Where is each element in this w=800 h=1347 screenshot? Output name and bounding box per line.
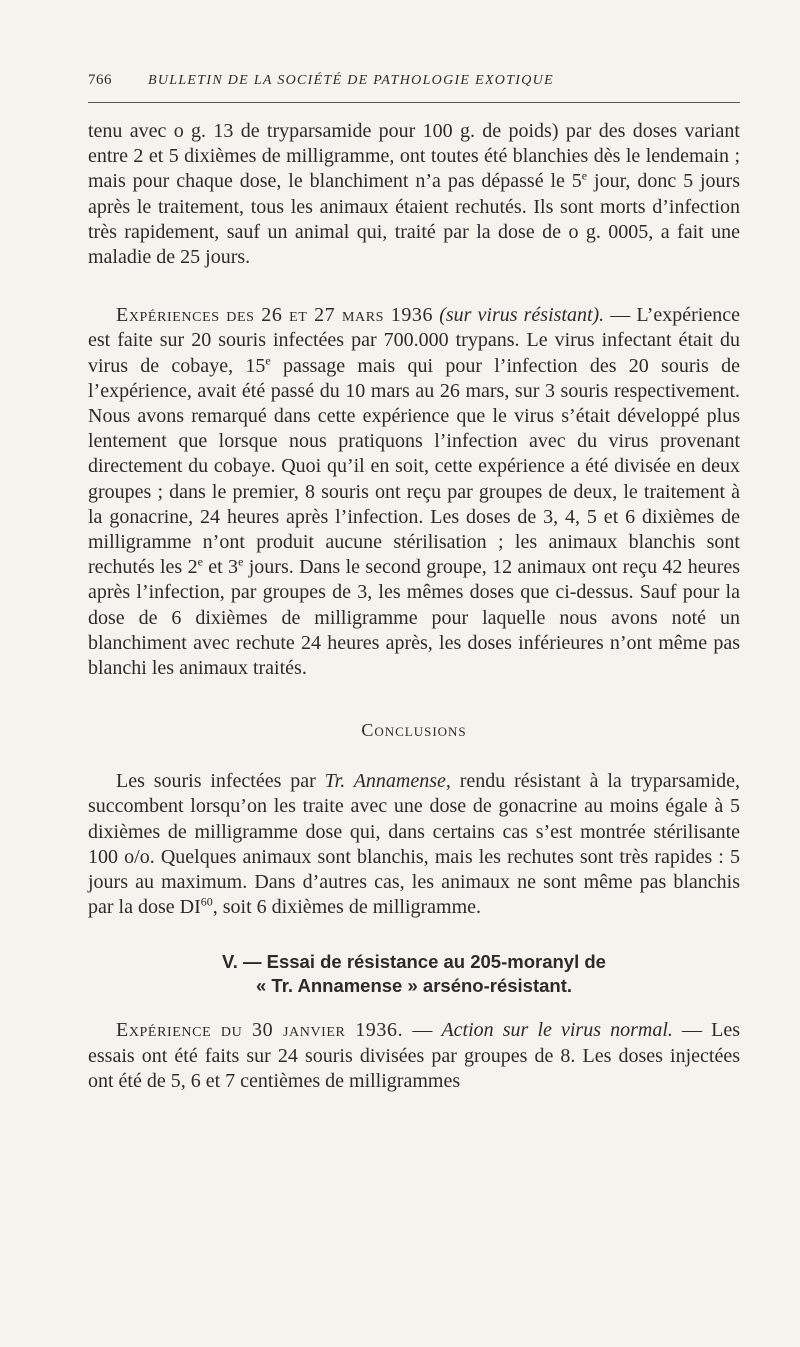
experiment-lead: Expériences des 26 et 27 mars 1936 xyxy=(116,304,434,327)
superscript: e xyxy=(238,554,244,569)
page xyxy=(88,72,740,1094)
paragraph-text: jour, donc 5 jours après le traitement, tous les animaux étaient rechutés. Ils sont morts d’infection très rapidement, sauf un animal qui, traité par la dose de o g. 0005, a fait une maladie de 25 jours. xyxy=(88,170,740,269)
paragraph-experiences-mars xyxy=(88,303,740,681)
paragraph-text: passage mais qui pour l’infection des 20 souris de l’expérience, avait été passé du 10 mars au 26 mars, sur 3 souris respectivement. Nous avons remarqué dans cette expérience que le virus s’était développé plus lentement que lorsque nous pratiquons l’infection avec du virus provenant directement du cobaye. Quoi qu’il en soit, cette expérience a été divisée en deux groupes ; dans le premier, 8 souris ont reçu par groupes de deux, le traitement à la gonacrine, 24 heures après l’infection. Les doses de 3, 4, 5 et 6 dixièmes de milligramme n’ont produit aucune stérilisation ; les animaux blanchis sont rechutés les 2 xyxy=(88,354,740,579)
paragraph-text: — L’expérience est faite sur 20 souris infectées par 700.000 trypans. Le virus infectant était du virus de cobaye, 15 xyxy=(88,304,740,377)
paragraph-continued xyxy=(88,119,740,270)
paragraph-conclusions xyxy=(88,769,740,920)
paragraph-text: tenu avec o g. 13 de tryparsamide pour 100 g. de poids) par des doses variant entre 2 et 5 dixièmes de milligramme, ont toutes été blanchies dès le lendemain ; mais pour chaque dose, le blanchiment n’a pas dépassé le xyxy=(88,120,740,193)
paragraph-text: — Les essais ont été faits sur 24 souris divisées par groupes de 8. Les doses injectées ont été de 5, 6 et 7 centièmes de milligrammes xyxy=(88,1019,740,1092)
species-name: Tr. Annamense, xyxy=(324,770,451,793)
superscript: e xyxy=(581,168,588,183)
paragraph-text: et 3 xyxy=(202,556,239,579)
paragraph-text: rendu résistant à la tryparsamide, succombent lorsqu’on les traite avec une dose de gonacrine au moins égale à 5 dixièmes de milligramme dose qui, dans certains cas s’est montrée stérilisante 100 o/o. Quelques animaux sont blanchis, mais les rechutes sont très rapides : 5 jours au maximum. Dans d’autres cas, les animaux ne sont même pas blanchis par la dose DI xyxy=(88,770,740,919)
superscript: e xyxy=(265,352,271,367)
page-number: 766 xyxy=(88,72,112,88)
paragraph-text: jours. Dans le second groupe, 12 animaux ont reçu 42 heures après l’infection, par groupes de 3, les mêmes doses que ci-dessus. Sauf pour la dose de 6 dixièmes de milligramme pour laquelle nous avons noté un blanchiment avec rechute 24 heures après, les doses inférieures n’ont même pas blanchi les animaux traités. xyxy=(88,556,740,680)
journal-title: BULLETIN DE LA SOCIÉTÉ DE PATHOLOGIE EXOTIQUE xyxy=(148,73,554,88)
experiment-subtitle: (sur virus résistant). xyxy=(439,304,605,327)
paragraph-text: — xyxy=(403,1019,442,1042)
conclusions-heading: Conclusions xyxy=(361,720,467,741)
section-v-heading-line2: « Tr. Annamense » arséno-résistant. xyxy=(256,975,572,997)
paragraph-experience-janvier xyxy=(88,1018,740,1094)
paragraph-text: 5 xyxy=(571,170,582,193)
section-v-heading-line1: V. — Essai de résistance au 205-moranyl de xyxy=(222,951,606,973)
experiment-lead: Expérience du 30 janvier 1936. xyxy=(116,1019,404,1042)
running-head xyxy=(88,72,740,103)
superscript: 60 xyxy=(200,894,213,909)
paragraph-text: Les souris infectées par xyxy=(116,770,325,793)
experiment-subtitle: Action sur le virus normal. xyxy=(441,1019,673,1042)
superscript: e xyxy=(197,554,203,569)
paragraph-text: , soit 6 dixièmes de milligramme. xyxy=(212,896,482,919)
